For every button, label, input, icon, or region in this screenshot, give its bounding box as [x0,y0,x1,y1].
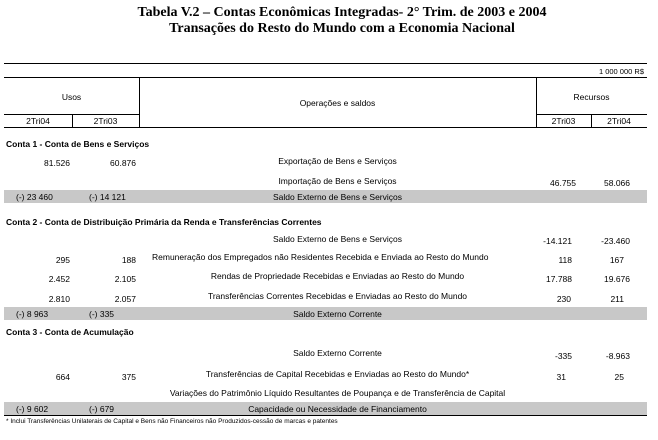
table-row-label: Transferências Correntes Recebidas e Enviadas ao Resto do Mundo [207,291,468,301]
header-rec-2tri04: 2Tri04 [607,116,631,126]
table-cell: 17.788 [546,274,572,284]
header-usos-2tri04: 2Tri04 [26,116,50,126]
section-title-conta2: Conta 2 - Conta de Distribuição Primária da Renda e Transferências Correntes [6,217,322,227]
table-cell: 81.526 [44,158,70,168]
table-cell: (-) 335 [89,309,115,319]
table-row-label: Exportação de Bens e Serviços [278,156,397,166]
table-row-label: Saldo Externo Corrente [293,309,382,319]
table-cell: 375 [121,372,136,382]
table-cell: (-) 14 121 [89,192,126,202]
table-title: Tabela V.2 – Contas Econômicas Integradas- 2° Trim. de 2003 e 2004 [137,5,547,20]
table-row-label: Remuneração dos Empregados não Residentes Recebida e Enviada ao Resto do Mundo [152,252,489,262]
table-cell: -8.963 [605,351,630,361]
table-cell: 31 [556,372,566,382]
header-recursos: Recursos [573,92,610,102]
unit-label: 1 000 000 R$ [598,67,644,76]
table-cell: 60.876 [110,158,136,168]
table-row-label: Transferências de Capital Recebidas e Enviadas ao Resto do Mundo* [205,369,470,379]
table-cell: 25 [614,372,624,382]
table-row-label: Capacidade ou Necessidade de Financiamento [248,404,427,414]
table-cell: 2.105 [114,274,136,284]
table-cell: (-) 23 460 [16,192,53,202]
table-row-label: Saldo Externo de Bens e Serviços [273,234,402,244]
table-row-label: Saldo Externo Corrente [293,348,382,358]
table-row-label: Variações do Patrimônio Líquido Resultantes de Poupança e de Transferência de Capital [169,388,506,398]
table-cell: -335 [554,351,572,361]
bottom-rule [4,415,647,416]
section-title-conta3: Conta 3 - Conta de Acumulação [6,327,134,337]
header-usos: Usos [61,92,82,102]
table-cell: 295 [55,255,70,265]
table-cell: 230 [556,294,571,304]
table-cell: 46.755 [550,178,576,188]
footnote: * Inclui Transferências Unilaterais de Capital e Bens não Financeiros não Produzidos-cessão de marcas e patentes [6,418,338,425]
table-cell: 2.452 [48,274,70,284]
table-row-label: Rendas de Propriedade Recebidas e Enviadas ao Resto do Mundo [210,271,465,281]
section-title-conta1: Conta 1 - Conta de Bens e Serviços [6,139,150,149]
table-cell: 664 [55,372,70,382]
table-cell: (-) 8 963 [16,309,49,319]
table-cell: 167 [609,255,624,265]
header-operacoes: Operações e saldos [299,98,376,108]
table-cell: 211 [610,294,624,304]
recursos-sub-rule [536,114,647,115]
table-row-label: Saldo Externo de Bens e Serviços [273,192,402,202]
table-cell: 58.066 [604,178,630,188]
table-cell: -23.460 [601,236,630,246]
table-cell: 2.057 [114,294,136,304]
table-cell: (-) 9 602 [16,404,49,414]
table-cell: 118 [558,255,572,265]
header-bottom-rule [4,127,647,128]
table-subtitle: Transações do Resto do Mundo com a Economia Nacional [169,21,515,36]
header-rec-2tri03: 2Tri03 [551,116,576,126]
table-cell: (-) 679 [89,404,115,414]
header-usos-2tri03: 2Tri03 [93,116,118,126]
table-cell: 19.676 [604,274,630,284]
table-cell: -14.121 [543,236,572,246]
table-row-label: Importação de Bens e Serviços [278,176,397,186]
header-top-rule [4,77,647,78]
top-rule [4,63,647,64]
table-cell: 188 [121,255,136,265]
usos-sub-rule [4,114,139,115]
table-cell: 2.810 [48,294,70,304]
